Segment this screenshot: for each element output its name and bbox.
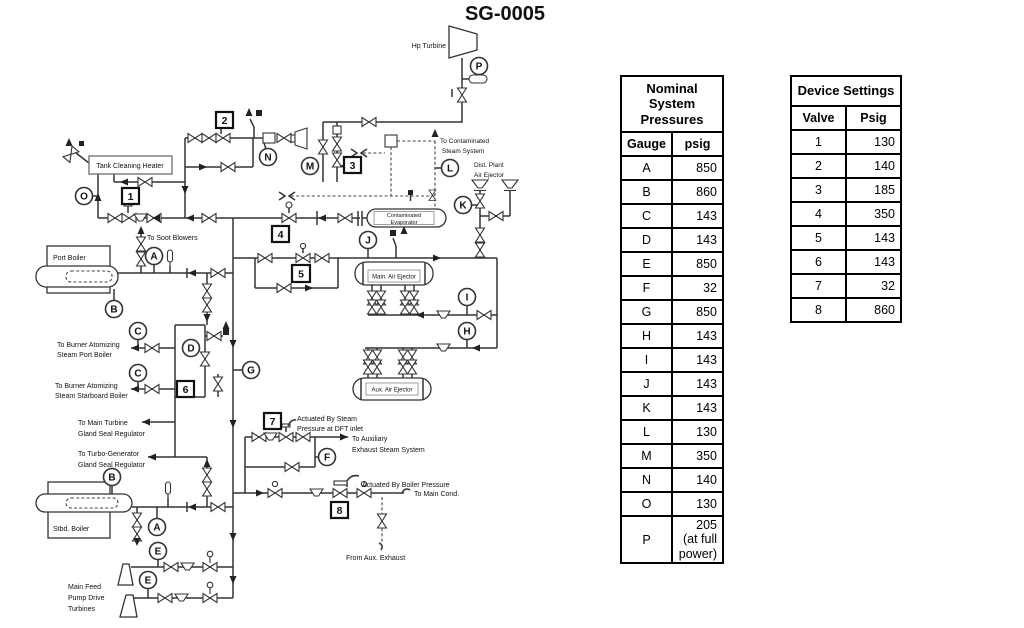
flow-arrow-icon — [305, 285, 313, 292]
check-valve-icon — [188, 270, 196, 277]
table-row: H 143 — [621, 324, 723, 348]
valve-icon — [211, 503, 225, 512]
burner-stbd-label-1: To Burner Atomizing — [55, 383, 118, 390]
valve-icon — [362, 118, 376, 127]
table-row: J 143 — [621, 372, 723, 396]
svg-text:1: 1 — [127, 191, 134, 203]
orifice-icon — [263, 133, 275, 143]
table-row: D 143 — [621, 228, 723, 252]
valve-icon — [296, 433, 310, 442]
valve-icon — [368, 300, 377, 314]
valve-icon — [214, 377, 223, 391]
valve-icon — [410, 300, 419, 314]
flow-arrow-icon — [340, 434, 348, 441]
table-row: 4 350 — [791, 202, 901, 226]
funnel-icon — [502, 180, 518, 191]
svg-text:L: L — [446, 163, 454, 175]
valve-icon — [373, 360, 382, 374]
gauge-e-1 — [150, 543, 167, 560]
valve-icon — [364, 360, 373, 374]
svg-text:6: 6 — [182, 384, 189, 396]
svg-text:P: P — [475, 61, 483, 73]
gauge-l — [442, 160, 459, 177]
exhaust-horn-icon — [295, 128, 307, 149]
svg-text:A: A — [153, 522, 161, 534]
gauge-b-stbd — [104, 469, 121, 486]
gauge-j — [360, 232, 377, 249]
svg-text:B: B — [110, 304, 118, 316]
flow-arrow-icon — [230, 533, 237, 541]
svg-text:N: N — [264, 152, 272, 164]
trap-icon — [408, 190, 413, 195]
valve-icon — [315, 254, 329, 263]
sensor-capsule-icon — [469, 75, 487, 83]
table-row: B 860 — [621, 180, 723, 204]
table-row: C 143 — [621, 204, 723, 228]
valve-tag-5 — [292, 265, 310, 282]
stbd-boiler — [36, 459, 225, 546]
gauge-h — [459, 323, 476, 340]
table-row: 5 143 — [791, 226, 901, 250]
flow-arrow-icon — [134, 538, 141, 546]
nominal-table-title: Nominal System Pressures — [621, 76, 723, 132]
valve-icon — [202, 134, 216, 143]
main-turbine-gland-label-1: To Main Turbine — [78, 420, 128, 427]
table-row: A 850 — [621, 156, 723, 180]
flow-arrow-icon — [186, 215, 194, 222]
valve-icon — [476, 243, 485, 257]
svg-text:F: F — [323, 452, 331, 464]
steam-trap-icon — [175, 594, 188, 601]
control-valve-icon — [282, 214, 296, 223]
valve-icon — [378, 514, 387, 528]
valve-icon — [108, 214, 122, 223]
table-row: 1 130 — [791, 130, 901, 154]
vent-icon — [79, 141, 84, 146]
valve-icon — [137, 237, 146, 251]
svg-text:B: B — [108, 472, 116, 484]
contaminated-evaporator — [367, 209, 446, 227]
valve-icon — [476, 194, 485, 208]
valve-icon — [338, 214, 352, 223]
valve-icon — [333, 153, 342, 167]
main-feed-pump-turbines — [118, 551, 217, 617]
valve-icon — [158, 594, 172, 603]
gauge-i — [459, 289, 476, 306]
flow-arrow-icon — [472, 345, 480, 352]
valve-icon — [203, 468, 212, 482]
valve-icon — [319, 140, 328, 154]
device-table-title: Device Settings — [791, 76, 901, 106]
valve-icon — [221, 163, 235, 172]
actuated-steam-label-1: Actuated By Steam — [297, 416, 357, 423]
valve-icon — [399, 360, 408, 374]
flow-arrow-icon — [138, 226, 145, 234]
to-auxiliary-label-1: To Auxiliary — [352, 436, 388, 443]
nominal-col-gauge: Gauge — [621, 132, 672, 156]
valve-icon — [145, 385, 159, 394]
check-valve-icon — [476, 228, 485, 242]
burner-port-label-2: Steam Port Boiler — [57, 352, 112, 359]
table-row: K 143 — [621, 396, 723, 420]
vent-icon — [256, 110, 262, 116]
vent-arrow-icon — [223, 321, 230, 329]
device-settings-table — [790, 75, 902, 323]
flow-arrow-icon — [131, 345, 139, 352]
thermowell-icon — [168, 250, 173, 266]
main-feed-label-3: Turbines — [68, 606, 95, 613]
svg-text:K: K — [459, 200, 467, 212]
valve-icon — [133, 513, 142, 527]
main-air-ejector — [355, 262, 433, 314]
gauge-c-port — [130, 323, 147, 340]
to-auxiliary-label-2: Exhaust Steam System — [352, 447, 425, 454]
port-boiler — [36, 246, 225, 293]
svg-text:C: C — [134, 326, 142, 338]
valve-icon — [357, 489, 371, 498]
dist-plant-label-2: Air Ejector — [474, 172, 504, 179]
flow-arrow-icon — [230, 420, 237, 428]
flow-arrow-icon — [182, 186, 189, 194]
flow-arrow-icon — [142, 419, 150, 426]
valve-icon — [401, 300, 410, 314]
svg-text:M: M — [305, 161, 315, 173]
svg-text:5: 5 — [298, 268, 304, 281]
device-col-psig: Psig — [846, 106, 901, 130]
valve-icon — [333, 137, 342, 151]
valve-actuator-icon — [207, 582, 213, 594]
steam-trap-icon — [437, 311, 450, 318]
soot-blowers-label: To Soot Blowers — [147, 235, 198, 242]
valve-actuator-icon — [207, 551, 213, 563]
svg-text:O: O — [80, 191, 88, 203]
table-row: 3 185 — [791, 178, 901, 202]
flow-arrow-icon — [256, 490, 264, 497]
evaporator-label-2: Evaporator — [390, 220, 418, 226]
flow-arrow-icon — [432, 129, 439, 137]
to-main-cond-label: To Main Cond. — [414, 491, 460, 498]
gauge-k — [455, 197, 472, 214]
table-row: P 205 (at full power) — [621, 516, 723, 563]
table-row: M 350 — [621, 444, 723, 468]
signal-box-icon — [385, 135, 397, 147]
table-row: L 130 — [621, 420, 723, 444]
dist-plant-label-1: Dist. Plant — [474, 162, 504, 169]
valve-icon — [164, 563, 178, 572]
gauge-c-stbd — [130, 365, 147, 382]
flow-arrow-icon — [95, 193, 102, 201]
valve-icon — [277, 284, 291, 293]
relief-valve-icon — [390, 230, 396, 236]
actuated-steam-label-2: Pressure at DFT inlet — [297, 426, 364, 433]
table-row: 7 32 — [791, 274, 901, 298]
flow-arrow-icon — [152, 215, 160, 222]
flow-arrow-icon — [131, 386, 139, 393]
turbo-gen-gland-label-2: Gland Seal Regulator — [78, 462, 145, 469]
gauge-g — [243, 362, 260, 379]
steam-trap-icon — [437, 344, 450, 351]
svg-text:4: 4 — [277, 229, 284, 241]
control-valve-icon — [333, 489, 347, 498]
aux-air-ejector-label: Aux. Air Ejector — [371, 387, 413, 394]
flow-arrow-icon — [148, 454, 156, 461]
main-feed-label-1: Main Feed — [68, 584, 102, 591]
p-value: 205 — [696, 517, 717, 532]
check-valve-icon — [318, 215, 326, 222]
nominal-col-psig: psig — [672, 132, 723, 156]
flow-arrow-icon — [204, 459, 211, 467]
turbo-gen-gland-label-1: To Turbo-Generator — [78, 451, 140, 458]
table-row: G 850 — [621, 300, 723, 324]
valve-tag-6 — [177, 381, 194, 397]
valve-icon — [207, 332, 221, 341]
gauge-a-stbd — [149, 519, 166, 536]
gauge-n — [260, 149, 277, 166]
control-valve-icon — [203, 563, 217, 572]
table-row: F 32 — [621, 276, 723, 300]
valve-icon — [489, 212, 503, 221]
evaporator-label-1: Contaminated — [386, 213, 422, 219]
svg-text:G: G — [247, 365, 255, 377]
gauge-o — [76, 188, 93, 205]
svg-text:2: 2 — [221, 115, 228, 127]
valve-station-2 — [182, 108, 308, 194]
flow-arrow-icon — [230, 576, 237, 584]
control-valve-icon — [203, 594, 217, 603]
table-row: N 140 — [621, 468, 723, 492]
gauge-b-port — [106, 301, 123, 318]
table-row: 6 143 — [791, 250, 901, 274]
from-aux-exhaust-label: From Aux. Exhaust — [346, 555, 406, 562]
valve-icon — [477, 311, 491, 320]
device-col-valve: Valve — [791, 106, 846, 130]
valve-icon — [277, 134, 291, 143]
valve-icon — [137, 252, 146, 266]
dist-plant-air-ejector — [472, 162, 518, 257]
svg-text:E: E — [154, 546, 162, 558]
control-valve-icon — [216, 134, 230, 143]
check-valve-icon — [188, 504, 196, 511]
valve-icon — [203, 284, 212, 298]
main-steam-header — [108, 202, 352, 223]
valve-icon — [377, 300, 386, 314]
table-row: 2 140 — [791, 154, 901, 178]
gauge-d — [183, 340, 200, 357]
main-turbine-gland-label-2: Gland Seal Regulator — [78, 431, 145, 438]
burner-port-label-1: To Burner Atomizing — [57, 342, 120, 349]
stbd-boiler-label: Stbd. Boiler — [53, 526, 90, 533]
valve-tag-4 — [272, 226, 289, 242]
valve-icon — [203, 298, 212, 312]
svg-text:D: D — [187, 343, 195, 355]
flow-arrow-icon — [204, 314, 211, 322]
aux-air-ejector — [353, 350, 431, 400]
tank-cleaning-heater-label: Tank Cleaning Heater — [96, 163, 164, 170]
table-row: 8 860 — [791, 298, 901, 322]
steam-trap-icon — [310, 489, 323, 496]
valve-icon — [201, 352, 210, 366]
burner-stbd-label-2: Steam Starboard Boiler — [55, 393, 128, 400]
valve-tag-8 — [331, 502, 348, 518]
gauge-p — [471, 58, 488, 75]
valve-icon — [203, 482, 212, 496]
svg-text:8: 8 — [336, 505, 343, 517]
valve-icon — [211, 269, 225, 278]
main-feed-label-2: Pump Drive — [68, 595, 105, 602]
control-valve-icon — [279, 433, 293, 442]
valve-tag-1 — [122, 188, 139, 204]
svg-text:H: H — [463, 326, 471, 338]
thermowell-icon — [166, 482, 171, 498]
to-contaminated-label-1: To Contaminated — [440, 138, 490, 145]
svg-text:J: J — [365, 235, 371, 247]
valve-icon — [202, 214, 216, 223]
steam-trap-icon — [181, 563, 194, 570]
flow-arrow-icon — [230, 340, 237, 348]
nominal-pressures-table — [620, 75, 724, 564]
flow-arrow-icon — [433, 255, 441, 262]
svg-text:E: E — [144, 575, 152, 587]
port-boiler-label: Port Boiler — [53, 255, 86, 262]
svg-text:3: 3 — [349, 160, 356, 172]
valve-icon — [138, 178, 152, 187]
valve-icon — [285, 463, 299, 472]
flow-arrow-icon — [120, 179, 128, 186]
valve-tag-2 — [216, 112, 233, 128]
svg-text:C: C — [134, 368, 142, 380]
table-row: I 143 — [621, 348, 723, 372]
table-row: E 850 — [621, 252, 723, 276]
gauge-a-port — [146, 248, 163, 265]
actuated-boiler-label: Actuated By Boiler Pressure — [362, 482, 450, 489]
svg-text:A: A — [150, 251, 158, 263]
valve-tag-7 — [264, 413, 281, 429]
valve-icon — [188, 134, 202, 143]
valve-tag-3 — [344, 157, 361, 173]
vent-arrow-icon — [246, 108, 253, 116]
valve-icon — [145, 344, 159, 353]
table-row: O 130 — [621, 492, 723, 516]
p-note: (at full power) — [678, 532, 717, 561]
page-title: SG-0005 — [464, 3, 546, 25]
to-contaminated-label-2: Steam System — [442, 148, 485, 155]
valve-icon — [458, 88, 467, 102]
valve-icon — [408, 360, 417, 374]
control-valve-icon — [296, 254, 310, 263]
hp-turbine-label: Hp Turbine — [411, 43, 446, 50]
svg-text:I: I — [465, 292, 469, 304]
valve-icon — [268, 489, 282, 498]
gauge-f — [319, 449, 336, 466]
gauge-e-2 — [140, 572, 157, 589]
gauge-m — [302, 158, 319, 175]
flow-arrow-icon — [199, 164, 207, 171]
valve-icon — [258, 254, 272, 263]
funnel-icon — [472, 180, 488, 191]
svg-text:7: 7 — [269, 416, 276, 428]
main-air-ejector-label: Main. Air Ejector — [372, 274, 416, 281]
vent-arrow-icon — [66, 138, 73, 146]
